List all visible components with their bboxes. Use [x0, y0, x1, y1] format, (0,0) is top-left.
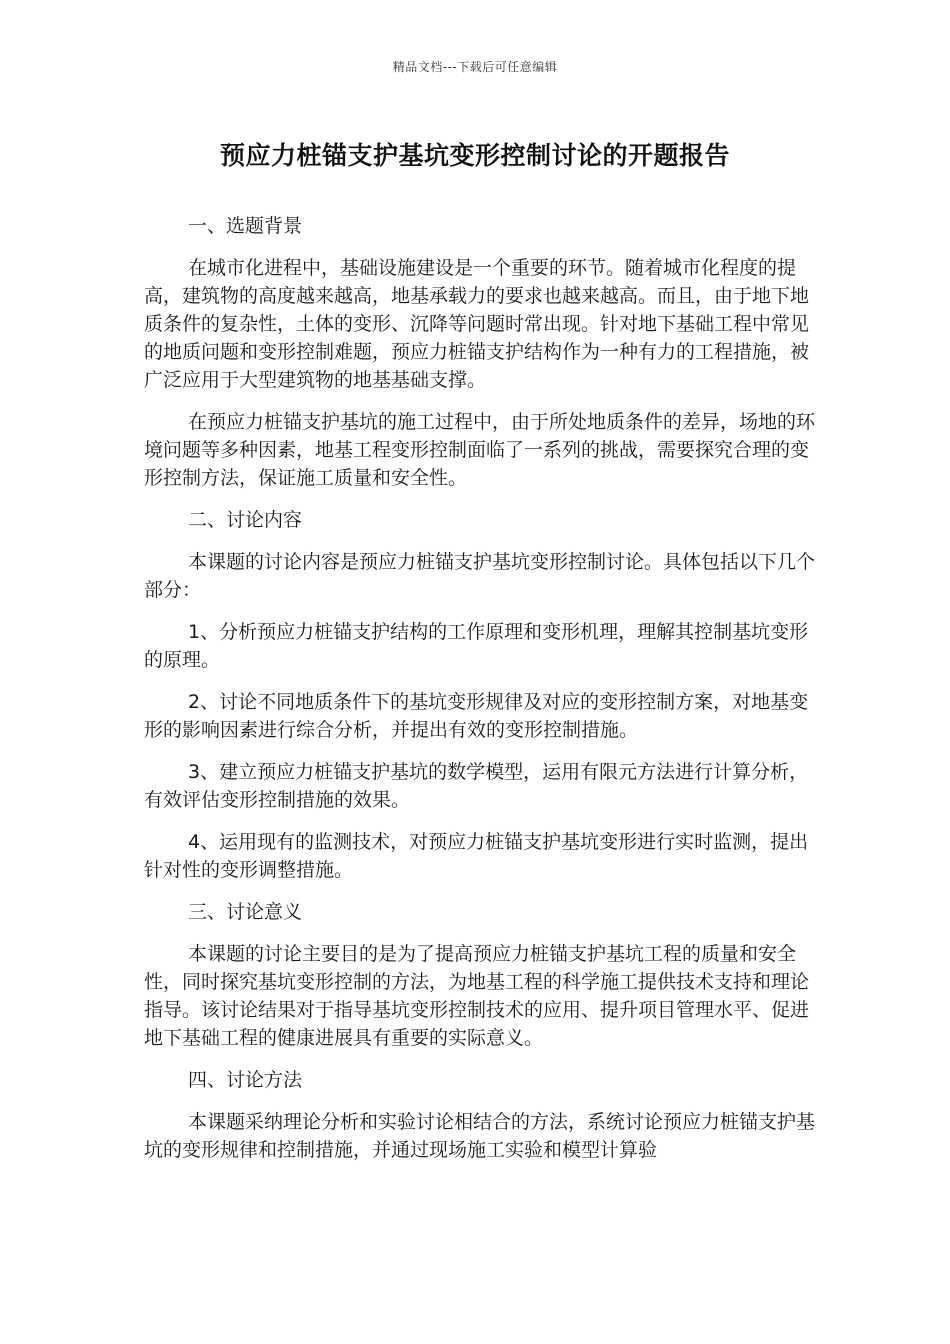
paragraph: 本课题的讨论主要目的是为了提高预应力桩锚支护基坑工程的质量和安全性，同时探究基坑变形控制的方法，为地基工程的科学施工提供技术支持和理论指导。该讨论结果对于指导基坑变形控制技术的应用、提升项目管理水平、促进地下基础工程的健康进展具有重要的实际意义。 — [144, 943, 810, 1049]
list-item: 3、建立预应力桩锚支护基坑的数学模型，运用有限元方法进行计算分析，有效评估变形控制措施的效果。 — [144, 761, 809, 811]
section-heading-background: 一、选题背景 — [188, 215, 303, 237]
list-item: 2、讨论不同地质条件下的基坑变形规律及对应的变形控制方案，对地基变形的影响因素进行综合分析，并提出有效的变形控制措施。 — [144, 691, 809, 741]
section-heading-significance: 三、讨论意义 — [188, 901, 303, 923]
list-item: 4、运用现有的监测技术，对预应力桩锚支护基坑变形进行实时监测，提出针对性的变形调整措施。 — [144, 831, 809, 881]
page-title: 预应力桩锚支护基坑变形控制讨论的开题报告 — [219, 141, 730, 170]
document-body — [144, 212, 816, 1178]
section-heading-method: 四、讨论方法 — [188, 1069, 303, 1091]
paragraph: 本课题的讨论内容是预应力桩锚支护基坑变形控制讨论。具体包括以下几个部分： — [144, 551, 816, 601]
section-heading-content: 二、讨论内容 — [188, 509, 303, 531]
paragraph: 在预应力桩锚支护基坑的施工过程中，由于所处地质条件的差异，场地的环境问题等多种因素，地基工程变形控制面临了一系列的挑战，需要探究合理的变形控制方法，保证施工质量和安全性。 — [144, 411, 816, 489]
paragraph: 本课题采纳理论分析和实验讨论相结合的方法，系统讨论预应力桩锚支护基坑的变形规律和控制措施，并通过现场施工实验和模型计算验 — [144, 1111, 816, 1161]
list-item: 1、分析预应力桩锚支护结构的工作原理和变形机理，理解其控制基坑变形的原理。 — [144, 621, 809, 671]
header-watermark: 精品文档---下载后可任意编辑 — [392, 60, 558, 74]
paragraph: 在城市化进程中，基础设施建设是一个重要的环节。随着城市化程度的提高，建筑物的高度越来越高，地基承载力的要求也越来越高。而且，由于地下地质条件的复杂性，土体的变形、沉降等问题时常出现。针对地下基础工程中常见的地质问题和变形控制难题，预应力桩锚支护结构作为一种有力的工程措施，被广泛应用于大型建筑物的地基基础支撑。 — [144, 257, 810, 391]
